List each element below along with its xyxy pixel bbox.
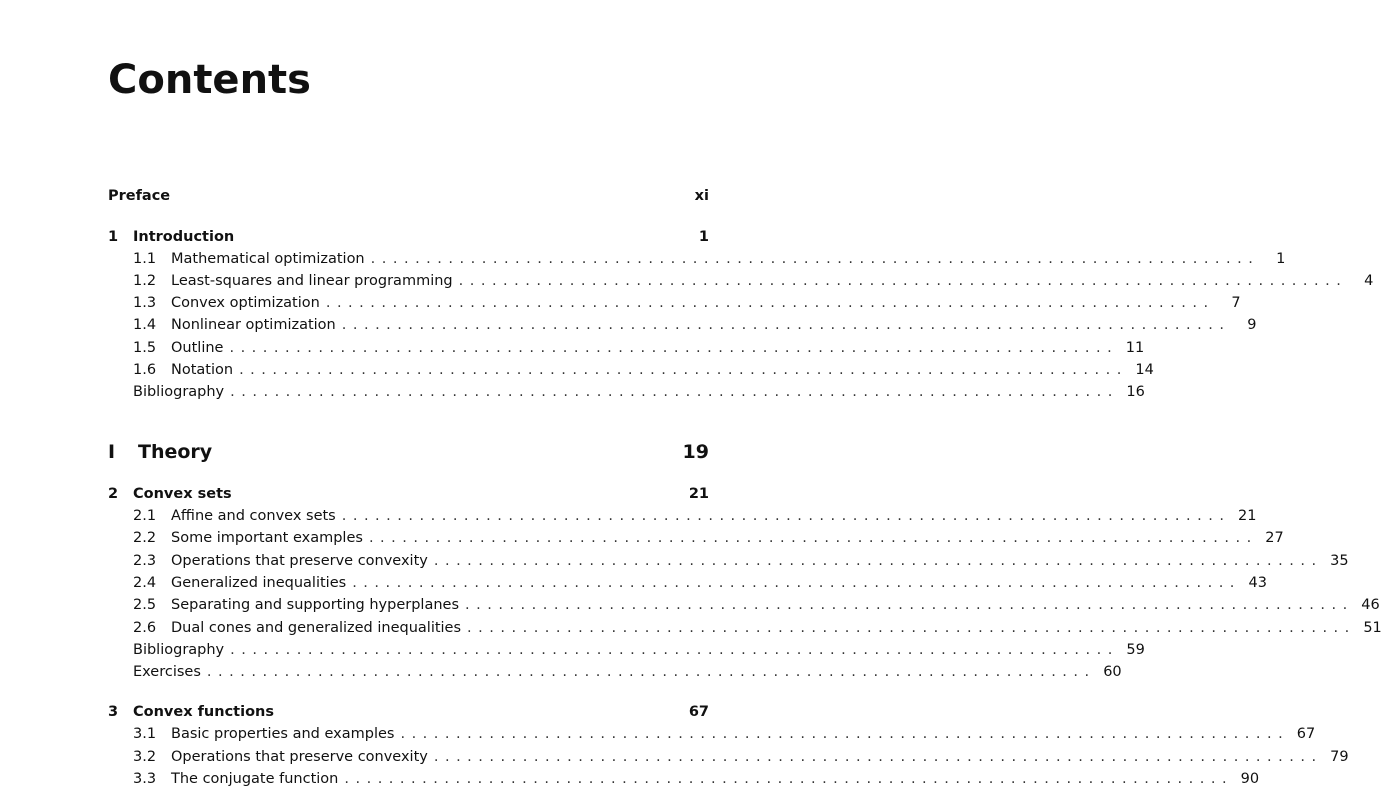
toc-entry-number: 2.1 <box>133 508 157 524</box>
toc-entry-page: 35 <box>1330 553 1349 569</box>
toc-entry-number: 3.1 <box>133 726 157 742</box>
toc-entry-number: 2.4 <box>133 575 157 591</box>
toc-entry-page: xi <box>694 188 709 204</box>
toc-entry-page: 7 <box>1231 295 1241 311</box>
dot-leader: ................................................................................ <box>239 362 1128 378</box>
toc-entry-biblio[interactable] <box>133 639 1145 661</box>
dot-leader: ................................................................................ <box>458 273 1348 289</box>
toc-entry-number: 3.3 <box>133 771 157 787</box>
toc-entry-page: 79 <box>1330 749 1349 765</box>
dot-leader: ................................................................................ <box>368 530 1258 546</box>
toc-entry-page: 43 <box>1248 575 1267 591</box>
toc-entry-number: I <box>108 441 116 463</box>
toc-entry-number: 1.5 <box>133 340 157 356</box>
toc-entry-title: Bibliography <box>133 642 225 658</box>
page-title: Contents <box>108 57 311 103</box>
toc-entry-page: 1 <box>698 229 709 245</box>
toc-entry-sec[interactable] <box>133 337 1145 359</box>
toc-entry-title: Nonlinear optimization <box>171 317 336 333</box>
toc-entry-sec[interactable] <box>133 723 1316 745</box>
toc-entry-sec[interactable] <box>133 505 1257 527</box>
toc-entry-sec[interactable] <box>133 359 1154 381</box>
dot-leader: ................................................................................ <box>230 642 1119 658</box>
dot-leader: ................................................................................ <box>467 620 1356 636</box>
toc-entry-number: 1.2 <box>133 273 157 289</box>
toc-entry-number: 3.2 <box>133 749 157 765</box>
dot-leader: ................................................................................ <box>325 295 1215 311</box>
toc-entry-number: 2 <box>108 486 119 502</box>
toc-entry-chap[interactable] <box>108 701 709 723</box>
toc-entry-biblio[interactable] <box>133 381 1145 403</box>
dot-leader: ................................................................................ <box>344 771 1234 787</box>
toc-entry-number: 1.1 <box>133 251 157 267</box>
toc-entry-title: Outline <box>171 340 224 356</box>
dot-leader: ................................................................................ <box>229 340 1119 356</box>
toc-entry-page: 16 <box>1126 384 1145 400</box>
toc-entry-number: 1 <box>108 229 119 245</box>
toc-entry-page: 4 <box>1364 273 1374 289</box>
toc-entry-title: Preface <box>108 188 171 204</box>
toc-entry-chap[interactable] <box>108 483 709 505</box>
toc-entry-title: Convex functions <box>133 704 274 720</box>
toc-entry-pref[interactable] <box>108 185 709 207</box>
toc-entry-title: Dual cones and generalized inequalities <box>171 620 462 636</box>
toc-entry-page: 11 <box>1125 340 1145 356</box>
dot-leader: ................................................................................ <box>370 251 1260 267</box>
toc-entry-page: 59 <box>1126 642 1145 658</box>
toc-entry-title: Exercises <box>133 664 201 680</box>
toc-entry-sec[interactable] <box>133 768 1260 790</box>
toc-entry-title: Separating and supporting hyperplanes <box>171 597 460 613</box>
toc-entry-sec[interactable] <box>133 746 1349 768</box>
toc-entry-page: 9 <box>1247 317 1257 333</box>
toc-entry-page: 19 <box>682 441 709 463</box>
toc-entry-page: 27 <box>1265 530 1284 546</box>
toc-entry-title: Convex sets <box>133 486 232 502</box>
toc-entry-title: Bibliography <box>133 384 225 400</box>
toc-entry-number: 1.6 <box>133 362 157 378</box>
toc-entry-sec[interactable] <box>133 617 1382 639</box>
toc-entry-page: 21 <box>688 486 709 502</box>
dot-leader: ................................................................................ <box>433 749 1323 765</box>
dot-leader: ................................................................................ <box>341 508 1231 524</box>
toc-entry-title: Convex optimization <box>171 295 320 311</box>
toc-entry-title: Operations that preserve convexity <box>171 553 428 569</box>
toc-entry-chap[interactable] <box>108 226 709 248</box>
toc-entry-sec[interactable] <box>133 550 1349 572</box>
toc-entry-title: Some important examples <box>171 530 363 546</box>
toc-entry-page: 67 <box>688 704 709 720</box>
toc-entry-part[interactable] <box>108 438 709 466</box>
toc-entry-sec[interactable] <box>133 314 1257 336</box>
toc-entry-number: 1.4 <box>133 317 157 333</box>
dot-leader: ................................................................................ <box>465 597 1354 613</box>
toc-entry-page: 67 <box>1296 726 1316 742</box>
toc-entry-title: Basic properties and examples <box>171 726 395 742</box>
toc-entry-sec[interactable] <box>133 572 1267 594</box>
toc-entry-title: Least-squares and linear programming <box>171 273 453 289</box>
toc-entry-number: 1.3 <box>133 295 157 311</box>
dot-leader: ................................................................................ <box>400 726 1290 742</box>
toc-entry-sec[interactable] <box>133 292 1241 314</box>
toc-entry-biblio[interactable] <box>133 661 1122 683</box>
toc-entry-title: Notation <box>171 362 234 378</box>
toc-entry-title: Affine and convex sets <box>171 508 336 524</box>
toc-entry-title: Mathematical optimization <box>171 251 365 267</box>
dot-leader: ................................................................................ <box>433 553 1323 569</box>
dot-leader: ................................................................................ <box>341 317 1231 333</box>
toc-entry-page: 1 <box>1276 251 1286 267</box>
dot-leader: ................................................................................ <box>352 575 1241 591</box>
toc-entry-number: 2.6 <box>133 620 157 636</box>
toc-entry-number: 3 <box>108 704 119 720</box>
toc-entry-sec[interactable] <box>133 594 1380 616</box>
toc-entry-title: Operations that preserve convexity <box>171 749 428 765</box>
toc-entry-sec[interactable] <box>133 270 1374 292</box>
toc-entry-number: 2.5 <box>133 597 157 613</box>
toc-entry-page: 90 <box>1240 771 1260 787</box>
toc-entry-page: 51 <box>1363 620 1382 636</box>
toc-entry-sec[interactable] <box>133 527 1284 549</box>
toc-entry-page: 21 <box>1238 508 1257 524</box>
toc-entry-page: 60 <box>1103 664 1122 680</box>
toc-entry-number: 2.2 <box>133 530 157 546</box>
toc-entry-title: Generalized inequalities <box>171 575 347 591</box>
toc-entry-number: 2.3 <box>133 553 157 569</box>
toc-entry-title: Introduction <box>133 229 235 245</box>
toc-entry-page: 14 <box>1135 362 1154 378</box>
toc-entry-page: 46 <box>1361 597 1380 613</box>
dot-leader: ................................................................................ <box>206 664 1096 680</box>
toc-entry-sec[interactable] <box>133 248 1286 270</box>
toc-entry-title: The conjugate function <box>171 771 339 787</box>
toc-entry-title: Theory <box>138 441 213 463</box>
dot-leader: ................................................................................ <box>230 384 1119 400</box>
